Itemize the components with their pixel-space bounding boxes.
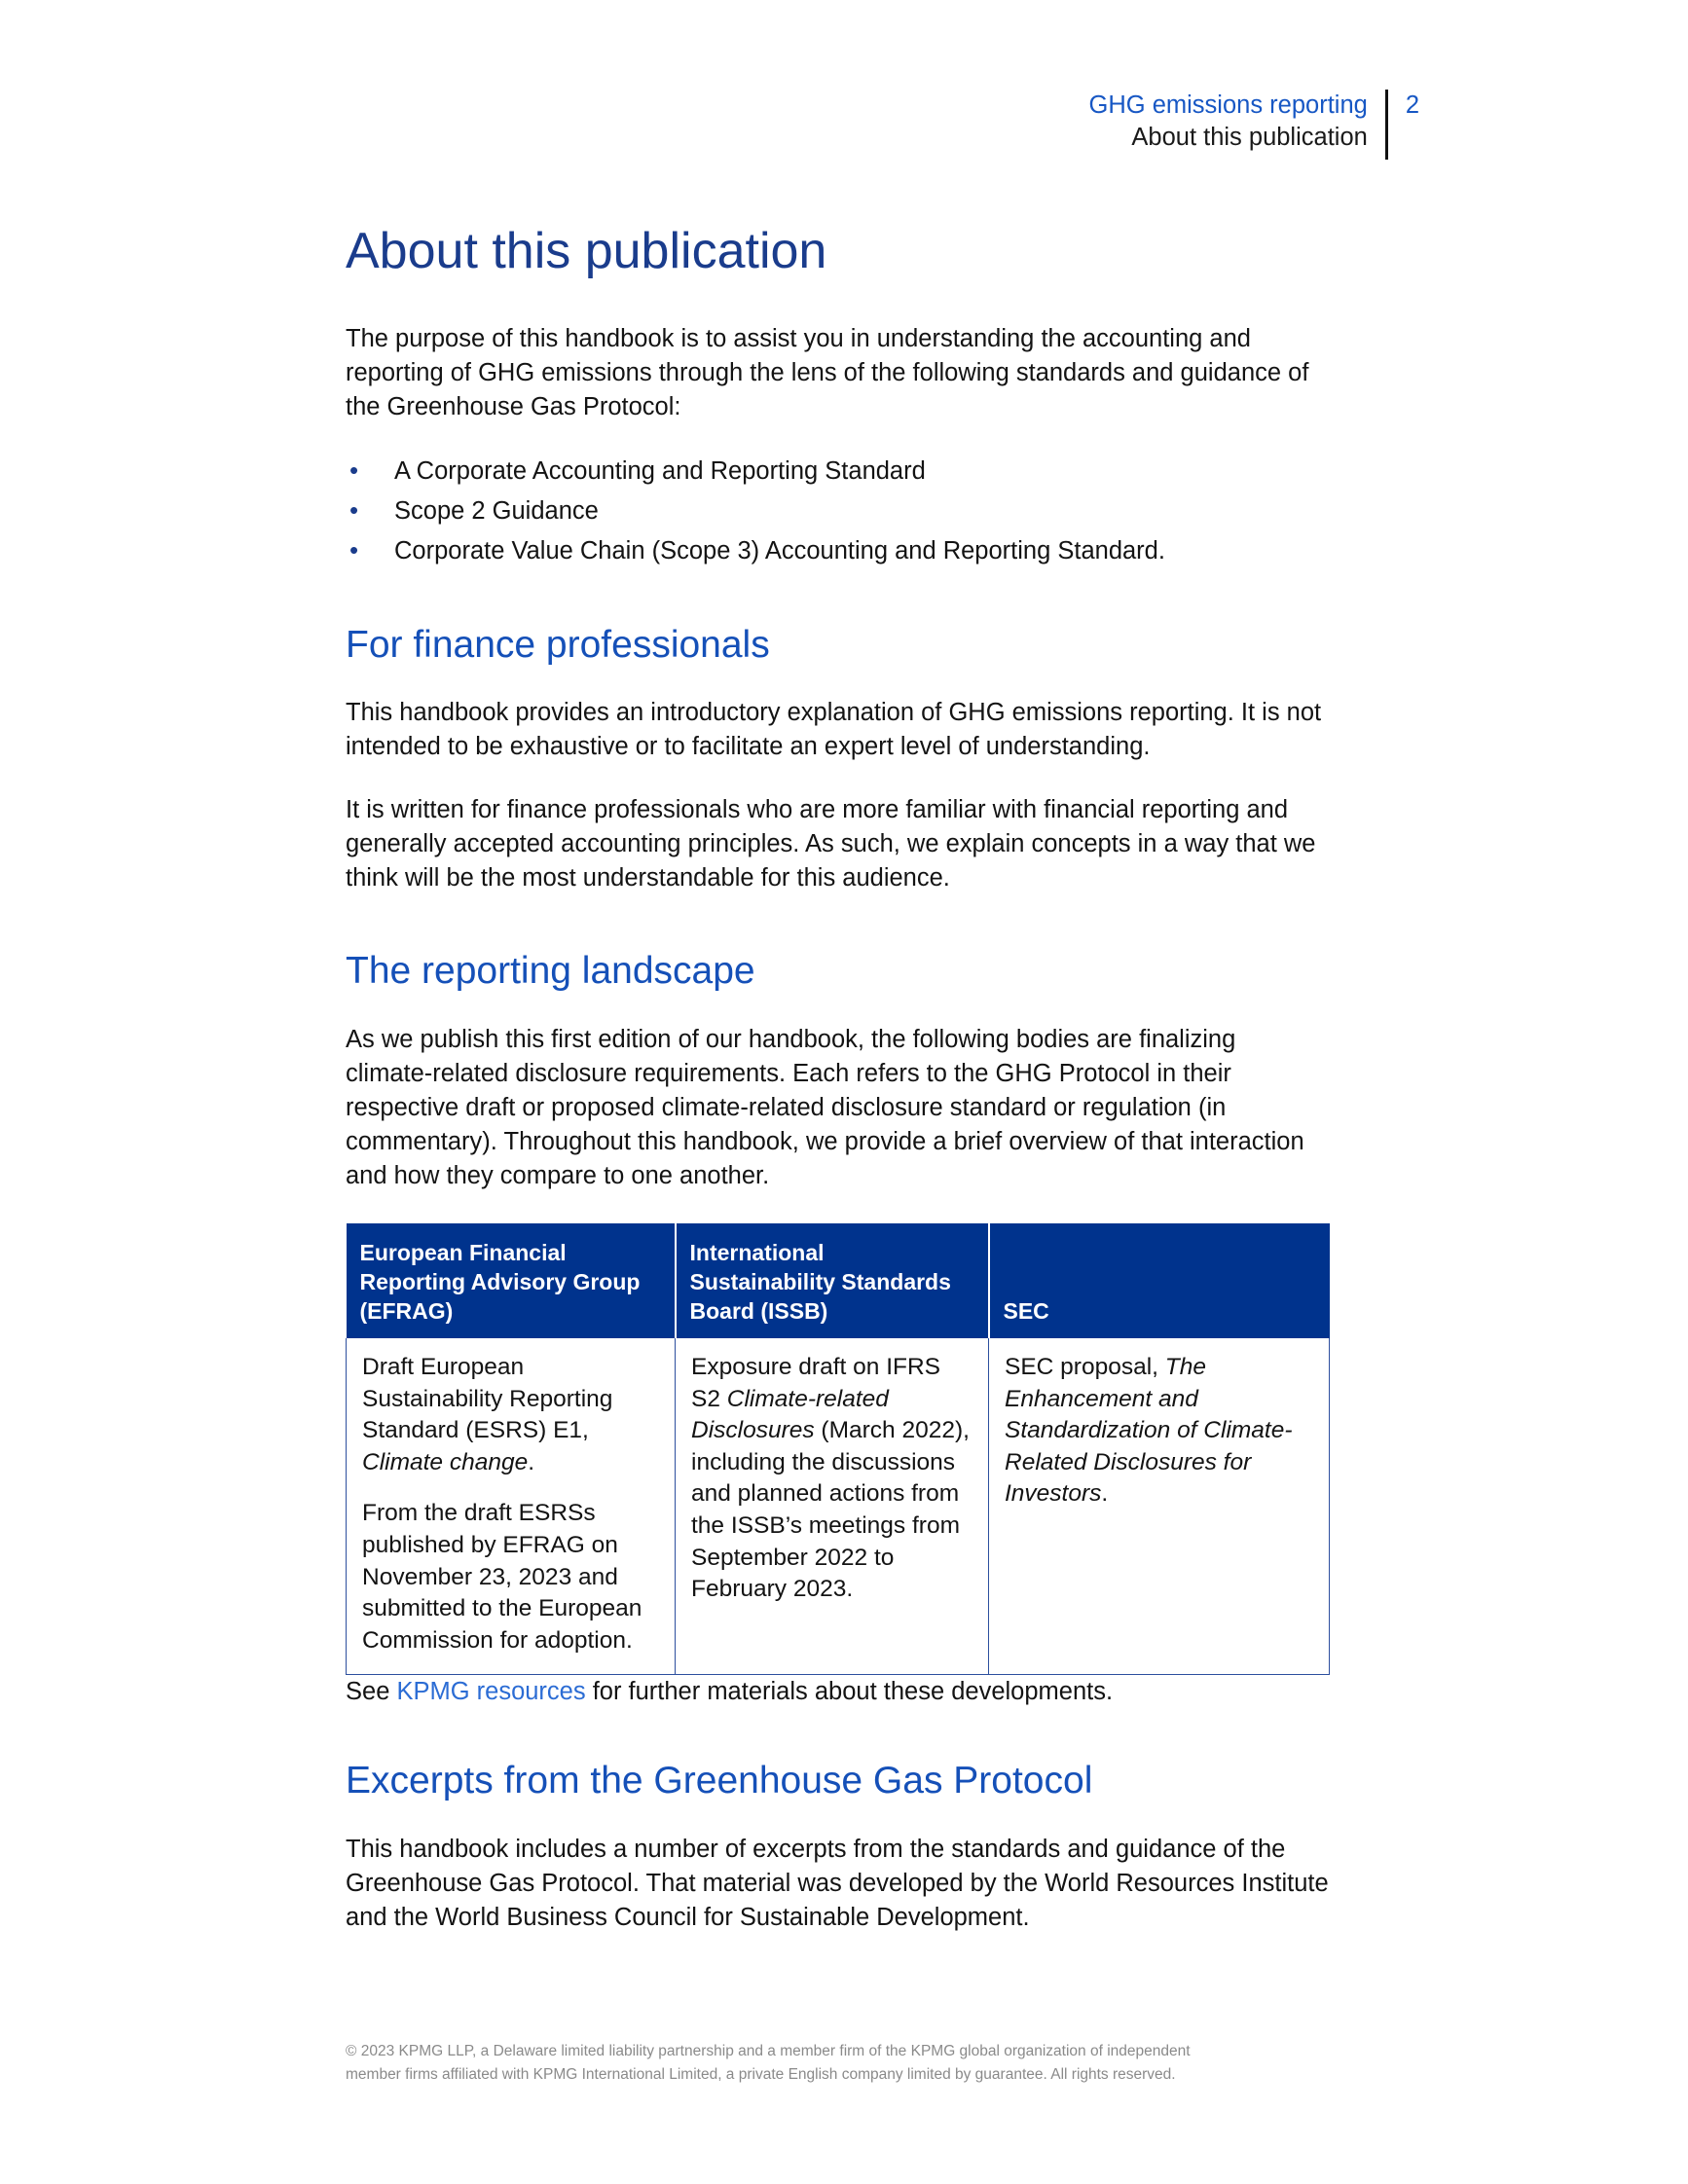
table-header-row bbox=[347, 1223, 1330, 1338]
efrag-text-a: Draft European Sustainability Reporting Standard (ESRS) E1, bbox=[362, 1354, 613, 1444]
see-suffix: for further materials about these developments. bbox=[585, 1678, 1114, 1706]
excerpts-paragraph-1: This handbook includes a number of excerpts from the standards and guidance of the Greenhouse Gas Protocol. That material was developed by the World Resources Institute and the World Business Council for Sustainable Development. bbox=[346, 1836, 1329, 1931]
running-header-titles bbox=[1089, 90, 1368, 154]
page-content bbox=[346, 224, 1329, 1935]
issb-text-b: (March 2022), including the discussions and planned actions from the ISSB’s meetings from September 2022 to February 2023. bbox=[691, 1417, 970, 1603]
sec-text-a: SEC proposal, bbox=[1005, 1354, 1165, 1381]
column-header-issb: International Sustainability Standards Board (ISSB) bbox=[676, 1223, 989, 1338]
list-item: • Corporate Value Chain (Scope 3) Accounting and Reporting Standard. bbox=[346, 533, 1329, 568]
running-header bbox=[1089, 90, 1419, 160]
footer-line-2: member firms affiliated with KPMG International Limited, a private English company limited by guarantee. All rights reserved. bbox=[346, 2065, 1176, 2083]
landscape-paragraph-1: As we publish this first edition of our handbook, the following bodies are finalizing climate-related disclosure requirements. Each refers to the GHG Protocol in their respective draft or proposed climate-related disclosure standard or regulation (in commentary). Throughout this handbook, we provide a brief overview of that interaction and how they compare to one another. bbox=[346, 1025, 1304, 1189]
cell-efrag bbox=[347, 1338, 676, 1675]
cell-sec-paragraph-1 bbox=[1005, 1352, 1315, 1511]
finance-paragraph-2: It is written for finance professionals who are more familiar with financial reporting and generally accepted accounting principles. As such, we explain concepts in a way that we think will be the most understandable for this audience. bbox=[346, 796, 1316, 892]
finance-paragraph-1: This handbook provides an introductory explanation of GHG emissions reporting. It is not intended to be exhaustive or to facilitate an expert level of understanding. bbox=[346, 699, 1322, 761]
list-item: • Scope 2 Guidance bbox=[346, 493, 1329, 528]
table-row bbox=[347, 1338, 1330, 1675]
sec-text-b: . bbox=[1101, 1480, 1109, 1508]
running-header-publication-title: GHG emissions reporting bbox=[1088, 91, 1368, 119]
column-header-sec: SEC bbox=[989, 1223, 1330, 1338]
column-header-efrag: European Financial Reporting Advisory Group (EFRAG) bbox=[347, 1223, 676, 1338]
page-footer bbox=[346, 2040, 1319, 2086]
cell-issb-paragraph-1 bbox=[691, 1352, 974, 1606]
see-resources-line bbox=[346, 1675, 1329, 1709]
running-header-divider bbox=[1385, 90, 1388, 160]
sec-italic-title: The Enhancement and Standardization of Climate-Related Disclosures for Investors bbox=[1005, 1354, 1293, 1508]
cell-sec bbox=[989, 1338, 1330, 1675]
issb-text-a: Exposure draft on IFRS S2 bbox=[691, 1354, 941, 1412]
cell-efrag-paragraph-2: From the draft ESRSs published by EFRAG on November 23, 2023 and submitted to the European Commission for adoption. bbox=[362, 1500, 642, 1654]
section-heading-for-finance-professionals: For finance professionals bbox=[346, 623, 770, 666]
standards-bullet-list bbox=[346, 454, 1329, 569]
standard-setters-comparison-table bbox=[346, 1223, 1330, 1675]
running-header-section-title: About this publication bbox=[1131, 124, 1368, 152]
efrag-text-b: . bbox=[528, 1448, 535, 1475]
list-item: • A Corporate Accounting and Reporting Standard bbox=[346, 454, 1329, 489]
issb-italic-title: Climate-related Disclosures bbox=[691, 1385, 889, 1444]
section-heading-excerpts: Excerpts from the Greenhouse Gas Protocol bbox=[346, 1760, 1093, 1802]
footer-line-1: © 2023 KPMG LLP, a Delaware limited liability partnership and a member firm of the KPMG global organization of independent bbox=[346, 2043, 1191, 2059]
see-prefix: See bbox=[346, 1678, 397, 1706]
cell-issb bbox=[676, 1338, 989, 1675]
page-title: About this publication bbox=[346, 223, 827, 279]
page-number: 2 bbox=[1405, 91, 1419, 119]
section-heading-reporting-landscape: The reporting landscape bbox=[346, 950, 755, 993]
kpmg-resources-link[interactable]: KPMG resources bbox=[396, 1678, 586, 1706]
intro-paragraph: The purpose of this handbook is to assist you in understanding the accounting and reporting of GHG emissions through the lens of the following standards and guidance of the Greenhouse Gas Protocol: bbox=[346, 325, 1309, 421]
efrag-italic-title: Climate change bbox=[362, 1448, 529, 1475]
cell-efrag-paragraph-1 bbox=[362, 1352, 661, 1478]
